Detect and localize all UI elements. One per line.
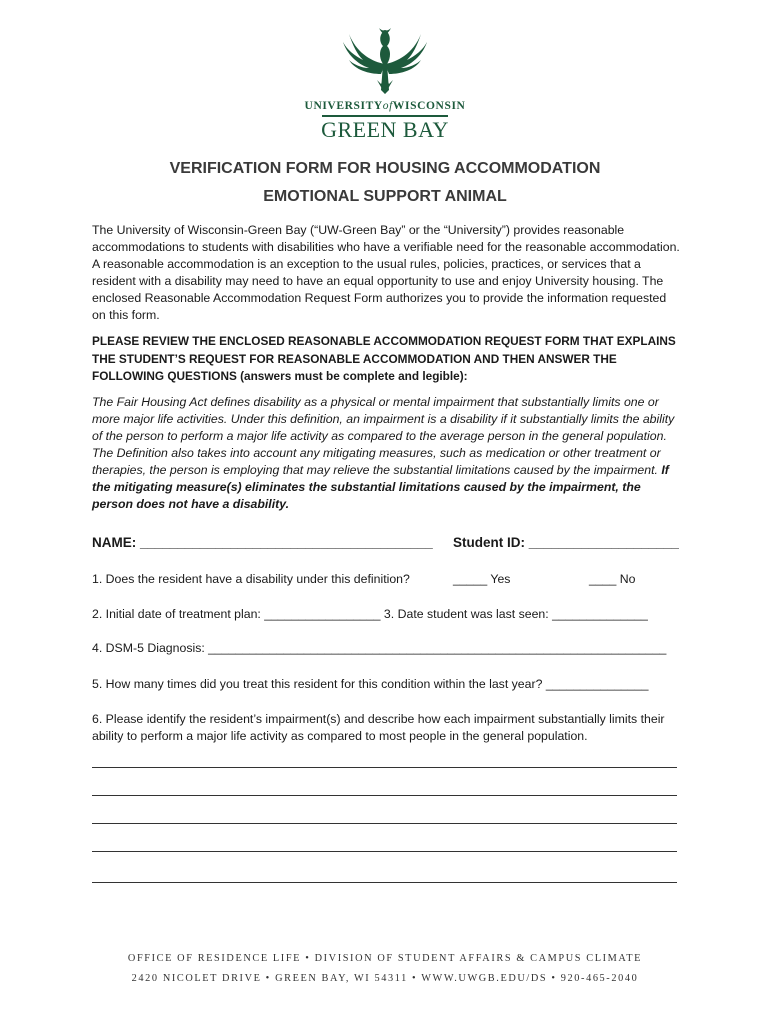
logo-university-text: UNIVERSITYofWISCONSIN bbox=[304, 100, 466, 112]
question-5[interactable]: 5. How many times did you treat this resident for this condition within the last year? _______________ bbox=[92, 677, 649, 691]
footer-office: OFFICE OF RESIDENCE LIFE • DIVISION OF STUDENT AFFAIRS & CAMPUS CLIMATE bbox=[127, 953, 643, 964]
logo-green-bay-text: GREEN BAY bbox=[321, 116, 449, 142]
question-1-no[interactable]: ____ No bbox=[589, 572, 636, 586]
fha-bold-text: If the mitigating measure(s) eliminates the substantial limitations caused by the impairment, the person does not have a disability. bbox=[92, 463, 669, 511]
student-id-field[interactable]: Student ID: ____________________ bbox=[453, 535, 679, 550]
footer-address: 2420 NICOLET DRIVE • GREEN BAY, WI 54311 • WWW.UWGB.EDU/DS • 920-465-2040 bbox=[131, 973, 639, 984]
question-6: 6. Please identify the resident’s impairment(s) and describe how each impairment substantially limits their ability to perform a major life activity as compared to most people in the general population. bbox=[92, 712, 665, 743]
fha-text: The Fair Housing Act defines disability as a physical or mental impairment that substantially limits one or more major life activities. Under this definition, an impairment is a disability if it substantially limits the ability of the person to perform a major life activity as compared to the average person in the general population. The Definition also takes into account any mitigating measures, such as medication or other treatment or therapies, the person is employing that may relieve the substantial limitations caused by the impairment. bbox=[92, 395, 675, 477]
question-1-yes[interactable]: _____ Yes bbox=[453, 572, 511, 586]
review-instructions: PLEASE REVIEW THE ENCLOSED REASONABLE ACCOMMODATION REQUEST FORM THAT EXPLAINS THE STUDENT’S REQUEST FOR REASONABLE ACCOMMODATION AND THEN ANSWER THE FOLLOWING QUESTIONS (answers must be complete and legible): bbox=[92, 334, 676, 383]
question-2-3[interactable]: 2. Initial date of treatment plan: _________________ 3. Date student was last seen: ______________ bbox=[92, 607, 648, 621]
answer-line[interactable] bbox=[92, 767, 677, 768]
name-field[interactable]: NAME: _______________________________________ bbox=[92, 535, 433, 550]
phoenix-icon bbox=[335, 24, 435, 96]
form-title bbox=[0, 155, 770, 211]
name-row bbox=[92, 535, 680, 550]
answer-line[interactable] bbox=[92, 823, 677, 824]
answer-line[interactable] bbox=[92, 882, 677, 883]
answer-line[interactable] bbox=[92, 851, 677, 852]
intro-paragraph: The University of Wisconsin-Green Bay (“UW-Green Bay” or the “University”) provides reasonable accommodations to students with disabilities who have a verifiable need for the reasonable accommodation. A reasonable accommodation is an exception to the usual rules, policies, practices, or services that a resident with a disability may need to have an equal opportunity to use and enjoy University housing. The enclosed Reasonable Accommodation Request Form authorizes you to provide the information requested on this form. bbox=[92, 223, 680, 322]
question-4[interactable]: 4. DSM-5 Diagnosis: ___________________________________________________________________ bbox=[92, 641, 667, 655]
university-logo bbox=[0, 24, 770, 141]
question-1 bbox=[92, 572, 680, 586]
question-1-text: 1. Does the resident have a disability under this definition? bbox=[92, 572, 410, 586]
form-title-line1: VERIFICATION FORM FOR HOUSING ACCOMMODATION bbox=[169, 160, 601, 177]
answer-line[interactable] bbox=[92, 795, 677, 796]
form-title-line2: EMOTIONAL SUPPORT ANIMAL bbox=[263, 188, 507, 205]
fair-housing-paragraph bbox=[92, 394, 680, 513]
